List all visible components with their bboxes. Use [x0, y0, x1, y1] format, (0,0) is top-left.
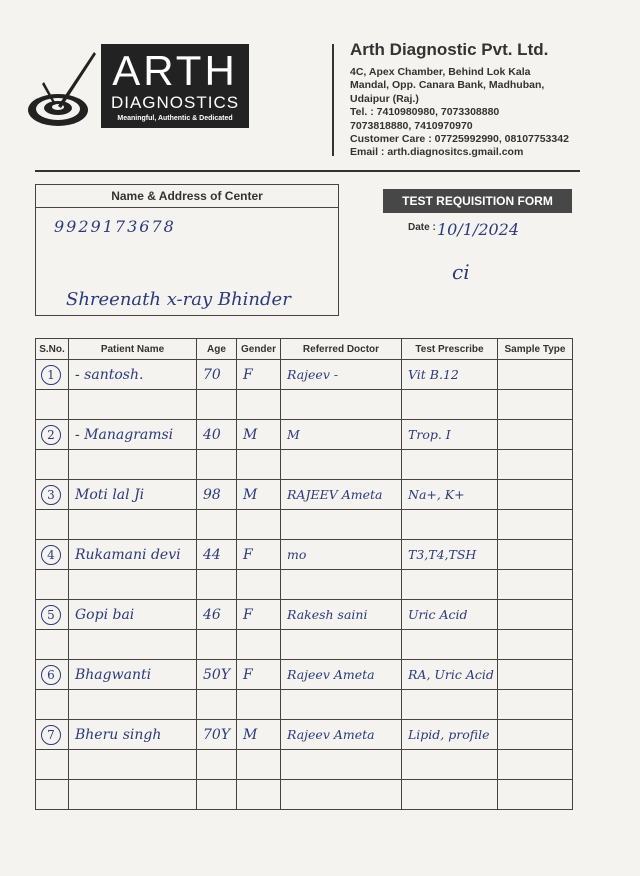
table-cell	[237, 420, 281, 450]
patient-age: 98	[203, 486, 221, 503]
test-prescribe: RA, Uric Acid	[408, 666, 494, 682]
table-cell-empty	[36, 510, 69, 540]
patient-age: 44	[203, 546, 221, 563]
table-cell-empty	[402, 390, 498, 420]
patient-name: Gopi bai	[75, 606, 135, 623]
patient-gender: F	[243, 366, 253, 383]
table-cell-empty	[237, 780, 281, 810]
table-cell-empty	[197, 510, 237, 540]
table-cell	[281, 360, 402, 390]
table-cell	[36, 420, 69, 450]
center-phone: 9929173678	[54, 217, 176, 236]
table-cell	[197, 720, 237, 750]
table-cell	[281, 480, 402, 510]
referred-doctor: Rajeev Ameta	[287, 666, 375, 682]
table-cell-empty	[498, 750, 573, 780]
table-cell-empty	[498, 780, 573, 810]
col-test-prescribe: Test Prescribe	[402, 339, 498, 360]
patient-gender: M	[243, 726, 258, 743]
table-cell-empty	[69, 690, 197, 720]
table-cell-empty	[237, 510, 281, 540]
table-cell	[237, 600, 281, 630]
table-cell	[402, 540, 498, 570]
table-cell-empty	[402, 780, 498, 810]
table-row-blank	[36, 780, 573, 810]
table-cell-empty	[36, 390, 69, 420]
test-prescribe: Na+, K+	[408, 486, 465, 502]
table-cell-empty	[69, 450, 197, 480]
table-row-blank	[36, 570, 573, 600]
table-cell	[237, 660, 281, 690]
table-cell-empty	[281, 570, 402, 600]
table-cell-empty	[237, 390, 281, 420]
patient-age: 50Y	[203, 666, 231, 683]
table-row-blank	[36, 690, 573, 720]
table-cell	[402, 660, 498, 690]
table-cell-empty	[197, 750, 237, 780]
table-cell	[281, 540, 402, 570]
table-row	[36, 660, 573, 690]
header-rule	[35, 170, 580, 172]
table-row	[36, 600, 573, 630]
table-cell-empty	[498, 630, 573, 660]
table-cell-empty	[69, 630, 197, 660]
table-cell	[237, 360, 281, 390]
company-name: Arth Diagnostic Pvt. Ltd.	[350, 40, 549, 59]
table-cell-empty	[69, 510, 197, 540]
table-row-blank	[36, 750, 573, 780]
table-cell	[197, 600, 237, 630]
table-cell	[498, 360, 573, 390]
date-label: Date :	[408, 222, 436, 233]
table-cell-empty	[237, 750, 281, 780]
table-cell-empty	[281, 750, 402, 780]
col-sno: S.No.	[36, 339, 69, 360]
table-cell-empty	[36, 570, 69, 600]
row-sno: 7	[41, 725, 61, 745]
table-cell	[498, 720, 573, 750]
table-cell-empty	[36, 690, 69, 720]
table-cell	[69, 420, 197, 450]
table-cell-empty	[237, 570, 281, 600]
patient-age: 70	[203, 366, 221, 383]
table-cell	[498, 660, 573, 690]
col-gender: Gender	[237, 339, 281, 360]
customer-care-line: Customer Care : 07725992990, 08107753342	[350, 133, 569, 146]
table-cell	[197, 480, 237, 510]
patient-table	[35, 338, 573, 810]
table-row-blank	[36, 510, 573, 540]
address-line: Udaipur (Raj.)	[350, 92, 419, 105]
table-cell	[69, 660, 197, 690]
table-cell	[36, 480, 69, 510]
test-prescribe: Vit B.12	[408, 366, 459, 382]
table-cell-empty	[402, 450, 498, 480]
table-cell	[281, 420, 402, 450]
table-cell	[197, 420, 237, 450]
table-cell	[36, 540, 69, 570]
table-row	[36, 480, 573, 510]
patient-age: 40	[203, 426, 221, 443]
form-title: TEST REQUISITION FORM	[383, 189, 572, 213]
table-cell	[281, 600, 402, 630]
table-cell	[402, 720, 498, 750]
table-cell	[498, 480, 573, 510]
col-referred-doctor: Referred Doctor	[281, 339, 402, 360]
referred-doctor: mo	[287, 546, 307, 562]
table-cell	[69, 540, 197, 570]
table-cell	[237, 540, 281, 570]
phone-line: 7073818880, 7410970970	[350, 119, 473, 132]
table-cell-empty	[402, 750, 498, 780]
table-cell-empty	[197, 390, 237, 420]
table-cell-empty	[498, 510, 573, 540]
table-cell	[402, 360, 498, 390]
table-cell-empty	[36, 630, 69, 660]
patient-gender: M	[243, 426, 258, 443]
test-prescribe: T3,T4,TSH	[408, 546, 477, 562]
table-cell	[281, 720, 402, 750]
patient-name: Bheru singh	[75, 726, 162, 743]
table-cell-empty	[281, 630, 402, 660]
table-cell	[498, 600, 573, 630]
table-cell-empty	[237, 690, 281, 720]
header-divider	[332, 44, 334, 156]
logo-tagline: Meaningful, Authentic & Dedicated	[117, 115, 233, 122]
referred-doctor: Rajeev Ameta	[287, 726, 375, 742]
table-cell-empty	[197, 630, 237, 660]
table-cell-empty	[498, 690, 573, 720]
table-cell	[237, 720, 281, 750]
referred-doctor: Rakesh saini	[287, 606, 368, 622]
patient-name: - Managramsi	[75, 426, 174, 443]
referred-doctor: Rajeev -	[287, 366, 339, 382]
date-value: 10/1/2024	[437, 220, 520, 239]
table-cell-empty	[197, 780, 237, 810]
row-sno: 2	[41, 425, 61, 445]
table-cell-empty	[402, 630, 498, 660]
table-cell-empty	[281, 780, 402, 810]
table-cell-empty	[197, 570, 237, 600]
table-cell	[69, 360, 197, 390]
table-cell	[69, 600, 197, 630]
table-cell	[69, 480, 197, 510]
col-sample-type: Sample Type	[498, 339, 573, 360]
table-cell-empty	[69, 570, 197, 600]
table-cell	[498, 420, 573, 450]
table-cell-empty	[281, 450, 402, 480]
table-cell	[36, 600, 69, 630]
center-box-title: Name & Address of Center	[36, 185, 338, 208]
table-cell-empty	[197, 450, 237, 480]
table-cell	[498, 540, 573, 570]
table-row	[36, 540, 573, 570]
referred-doctor: RAJEEV Ameta	[287, 486, 383, 502]
table-cell	[197, 660, 237, 690]
table-cell	[197, 360, 237, 390]
patient-gender: F	[243, 666, 253, 683]
table-row	[36, 420, 573, 450]
table-cell-empty	[237, 630, 281, 660]
table-cell-empty	[69, 750, 197, 780]
table-cell-empty	[281, 390, 402, 420]
table-cell-empty	[281, 510, 402, 540]
test-prescribe: Lipid, profile	[408, 726, 490, 742]
patient-name: Rukamani devi	[75, 546, 181, 563]
row-sno: 3	[41, 485, 61, 505]
row-sno: 1	[41, 365, 61, 385]
table-cell-empty	[69, 390, 197, 420]
table-row	[36, 360, 573, 390]
table-row-blank	[36, 630, 573, 660]
address-line: Mandal, Opp. Canara Bank, Madhuban,	[350, 79, 545, 92]
patient-name: Bhagwanti	[75, 666, 152, 683]
patient-gender: M	[243, 486, 258, 503]
center-name: Shreenath x-ray Bhinder	[66, 289, 291, 310]
table-cell-empty	[36, 450, 69, 480]
row-sno: 6	[41, 665, 61, 685]
patient-age: 46	[203, 606, 221, 623]
table-cell-empty	[197, 690, 237, 720]
table-header-row	[36, 339, 573, 360]
email-line: Email : arth.diagnositcs.gmail.com	[350, 146, 524, 159]
row-sno: 5	[41, 605, 61, 625]
table-cell	[36, 660, 69, 690]
table-cell-empty	[36, 750, 69, 780]
test-prescribe: Uric Acid	[408, 606, 468, 622]
table-cell-empty	[402, 570, 498, 600]
table-cell	[69, 720, 197, 750]
col-patient-name: Patient Name	[69, 339, 197, 360]
table-cell	[402, 420, 498, 450]
table-cell-empty	[69, 780, 197, 810]
patient-gender: F	[243, 546, 253, 563]
row-sno: 4	[41, 545, 61, 565]
referred-doctor: M	[287, 426, 300, 442]
patient-name: - santosh.	[75, 366, 144, 383]
table-cell-empty	[498, 390, 573, 420]
phone-line: Tel. : 7410980980, 7073308880	[350, 106, 500, 119]
table-row-blank	[36, 390, 573, 420]
logo-text: ARTH	[112, 47, 238, 94]
center-box	[35, 184, 339, 316]
table-cell	[281, 660, 402, 690]
table-row	[36, 720, 573, 750]
col-age: Age	[197, 339, 237, 360]
logo-subtext: DIAGNOSTICS	[110, 93, 240, 112]
patient-age: 70Y	[203, 726, 231, 743]
table-cell	[402, 600, 498, 630]
table-cell-empty	[498, 450, 573, 480]
signature: ci	[452, 260, 470, 284]
table-cell-empty	[281, 690, 402, 720]
target-logo-icon	[14, 48, 98, 132]
test-prescribe: Trop. I	[408, 426, 451, 442]
table-cell	[402, 480, 498, 510]
company-info	[350, 40, 635, 160]
table-cell	[197, 540, 237, 570]
table-row-blank	[36, 450, 573, 480]
table-cell	[237, 480, 281, 510]
table-cell-empty	[36, 780, 69, 810]
table-cell	[36, 360, 69, 390]
table-cell-empty	[402, 510, 498, 540]
brand-logo	[101, 44, 249, 128]
address-line: 4C, Apex Chamber, Behind Lok Kala	[350, 66, 531, 78]
patient-name: Moti lal Ji	[75, 486, 145, 503]
table-cell-empty	[498, 570, 573, 600]
table-cell-empty	[237, 450, 281, 480]
patient-gender: F	[243, 606, 253, 623]
table-cell-empty	[402, 690, 498, 720]
table-cell	[36, 720, 69, 750]
